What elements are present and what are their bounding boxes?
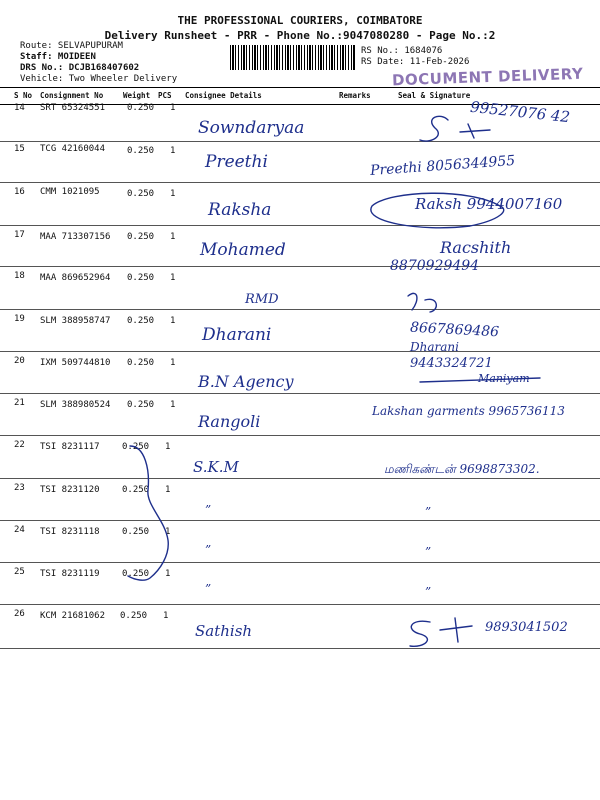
row-sno: 22 — [14, 440, 25, 450]
col-consignee: Consignee Details — [185, 91, 262, 100]
table-row — [0, 521, 600, 563]
row-consignment: TSI 8231118 — [40, 527, 100, 537]
row-sno: 21 — [14, 398, 25, 408]
consignee-handwriting: ” — [205, 582, 212, 596]
row-consignment: TSI 8231119 — [40, 569, 100, 579]
route-label: Route: SELVAPUPURAM — [20, 41, 123, 51]
col-remarks: Remarks — [339, 91, 371, 100]
row-consignment: MAA 713307156 — [40, 232, 111, 242]
row-weight: 0.250 — [122, 485, 150, 495]
drs-number: DRS No.: DCJB168407602 — [20, 63, 140, 73]
table-row — [0, 563, 600, 605]
document-delivery-stamp: DOCUMENT DELIVERY — [391, 64, 584, 90]
signature-name-handwriting: Dharani — [410, 340, 459, 354]
consignee-handwriting: ” — [205, 543, 212, 557]
row-pcs: 1 — [170, 273, 176, 283]
row-sno: 15 — [14, 144, 25, 154]
row-weight: 0.250 — [127, 358, 155, 368]
consignee-handwriting: S.K.M — [193, 458, 239, 476]
row-consignment: IXM 509744810 — [40, 358, 111, 368]
signature-handwriting: Raksh 9944007160 — [415, 195, 563, 213]
row-pcs: 1 — [170, 232, 176, 242]
col-weight: Weight — [123, 91, 151, 100]
row-weight: 0.250 — [127, 189, 155, 199]
consignee-handwriting: Preethi — [205, 152, 268, 172]
row-consignment: TSI 8231120 — [40, 485, 100, 495]
row-weight: 0.250 — [127, 273, 155, 283]
consignee-handwriting: ” — [205, 503, 212, 517]
vehicle-label: Vehicle: Two Wheeler Delivery — [20, 74, 178, 84]
signature-name-handwriting: Maniyam — [478, 372, 530, 385]
row-consignment: KCM 21681062 — [40, 611, 106, 621]
row-consignment: CMM 1021095 — [40, 187, 100, 197]
row-sno: 24 — [14, 525, 25, 535]
row-weight: 0.250 — [127, 103, 155, 113]
row-consignment: SRT 65324551 — [40, 103, 106, 113]
row-sno: 17 — [14, 230, 25, 240]
row-pcs: 1 — [170, 146, 176, 156]
signature-handwriting: 9893041502 — [485, 620, 568, 635]
row-pcs: 1 — [170, 358, 176, 368]
row-weight: 0.250 — [120, 611, 148, 621]
signature-handwriting: ” — [425, 505, 432, 519]
row-pcs: 1 — [170, 103, 176, 113]
row-pcs: 1 — [165, 569, 171, 579]
consignee-handwriting: Rangoli — [198, 412, 261, 431]
row-weight: 0.250 — [127, 232, 155, 242]
signature-handwriting: மணிகண்டன் 9698873302. — [384, 462, 540, 476]
table-row — [0, 479, 600, 521]
col-consignment: Consignment No — [40, 91, 104, 100]
row-pcs: 1 — [165, 527, 171, 537]
row-pcs: 1 — [163, 611, 169, 621]
barcode — [230, 45, 356, 70]
row-consignment: SLM 388980524 — [40, 400, 111, 410]
row-sno: 14 — [14, 103, 25, 113]
row-pcs: 1 — [170, 400, 176, 410]
row-weight: 0.250 — [127, 146, 155, 156]
consignee-handwriting: RMD — [245, 292, 279, 307]
signature-handwriting: 8667869486 — [409, 319, 500, 341]
signature-handwriting: 8870929494 — [390, 258, 480, 274]
signature-handwriting: ” — [425, 585, 432, 599]
rs-date: RS Date: 11-Feb-2026 — [361, 57, 470, 67]
signature-handwriting: 9443324721 — [410, 356, 493, 371]
signature-handwriting: Racshith — [440, 238, 512, 257]
table-row — [0, 310, 600, 352]
consignee-handwriting: Dharani — [202, 325, 272, 345]
row-sno: 18 — [14, 271, 25, 281]
row-sno: 20 — [14, 356, 25, 366]
signature-handwriting: ” — [425, 545, 432, 559]
consignee-handwriting: B.N Agency — [198, 372, 294, 391]
row-sno: 16 — [14, 187, 25, 197]
row-pcs: 1 — [165, 442, 171, 452]
row-sno: 25 — [14, 567, 25, 577]
table-row — [0, 267, 600, 310]
signature-handwriting: Preethi 8056344955 — [369, 152, 516, 180]
row-weight: 0.250 — [127, 316, 155, 326]
staff-label: Staff: MOIDEEN — [20, 52, 96, 62]
company-name: THE PROFESSIONAL COURIERS, COIMBATORE — [177, 14, 423, 27]
row-consignment: TSI 8231117 — [40, 442, 100, 452]
row-sno: 19 — [14, 314, 25, 324]
rs-number: RS No.: 1684076 — [361, 46, 443, 56]
row-consignment: MAA 869652964 — [40, 273, 111, 283]
row-consignment: SLM 388958747 — [40, 316, 111, 326]
consignee-handwriting: Mohamed — [200, 240, 286, 260]
col-signature: Seal & Signature — [398, 91, 471, 100]
consignee-handwriting: Sathish — [195, 622, 253, 640]
row-sno: 23 — [14, 483, 25, 493]
signature-handwriting: Lakshan garments 9965736113 — [372, 404, 565, 418]
row-sno: 26 — [14, 609, 25, 619]
row-pcs: 1 — [170, 189, 176, 199]
row-weight: 0.250 — [122, 527, 150, 537]
col-sno: S No — [14, 91, 33, 100]
row-weight: 0.250 — [122, 569, 150, 579]
row-weight: 0.250 — [127, 400, 155, 410]
row-consignment: TCG 42160044 — [40, 144, 106, 154]
runsheet-title: Delivery Runsheet - PRR - Phone No.:9047080280 - Page No.:2 — [104, 29, 496, 42]
consignee-handwriting: Sowndaryaa — [198, 118, 305, 138]
row-weight: 0.250 — [122, 442, 150, 452]
row-pcs: 1 — [165, 485, 171, 495]
row-pcs: 1 — [170, 316, 176, 326]
signature-handwriting: 99527076 42 — [469, 97, 571, 127]
consignee-handwriting: Raksha — [208, 200, 272, 220]
col-pcs: PCS — [158, 91, 172, 100]
